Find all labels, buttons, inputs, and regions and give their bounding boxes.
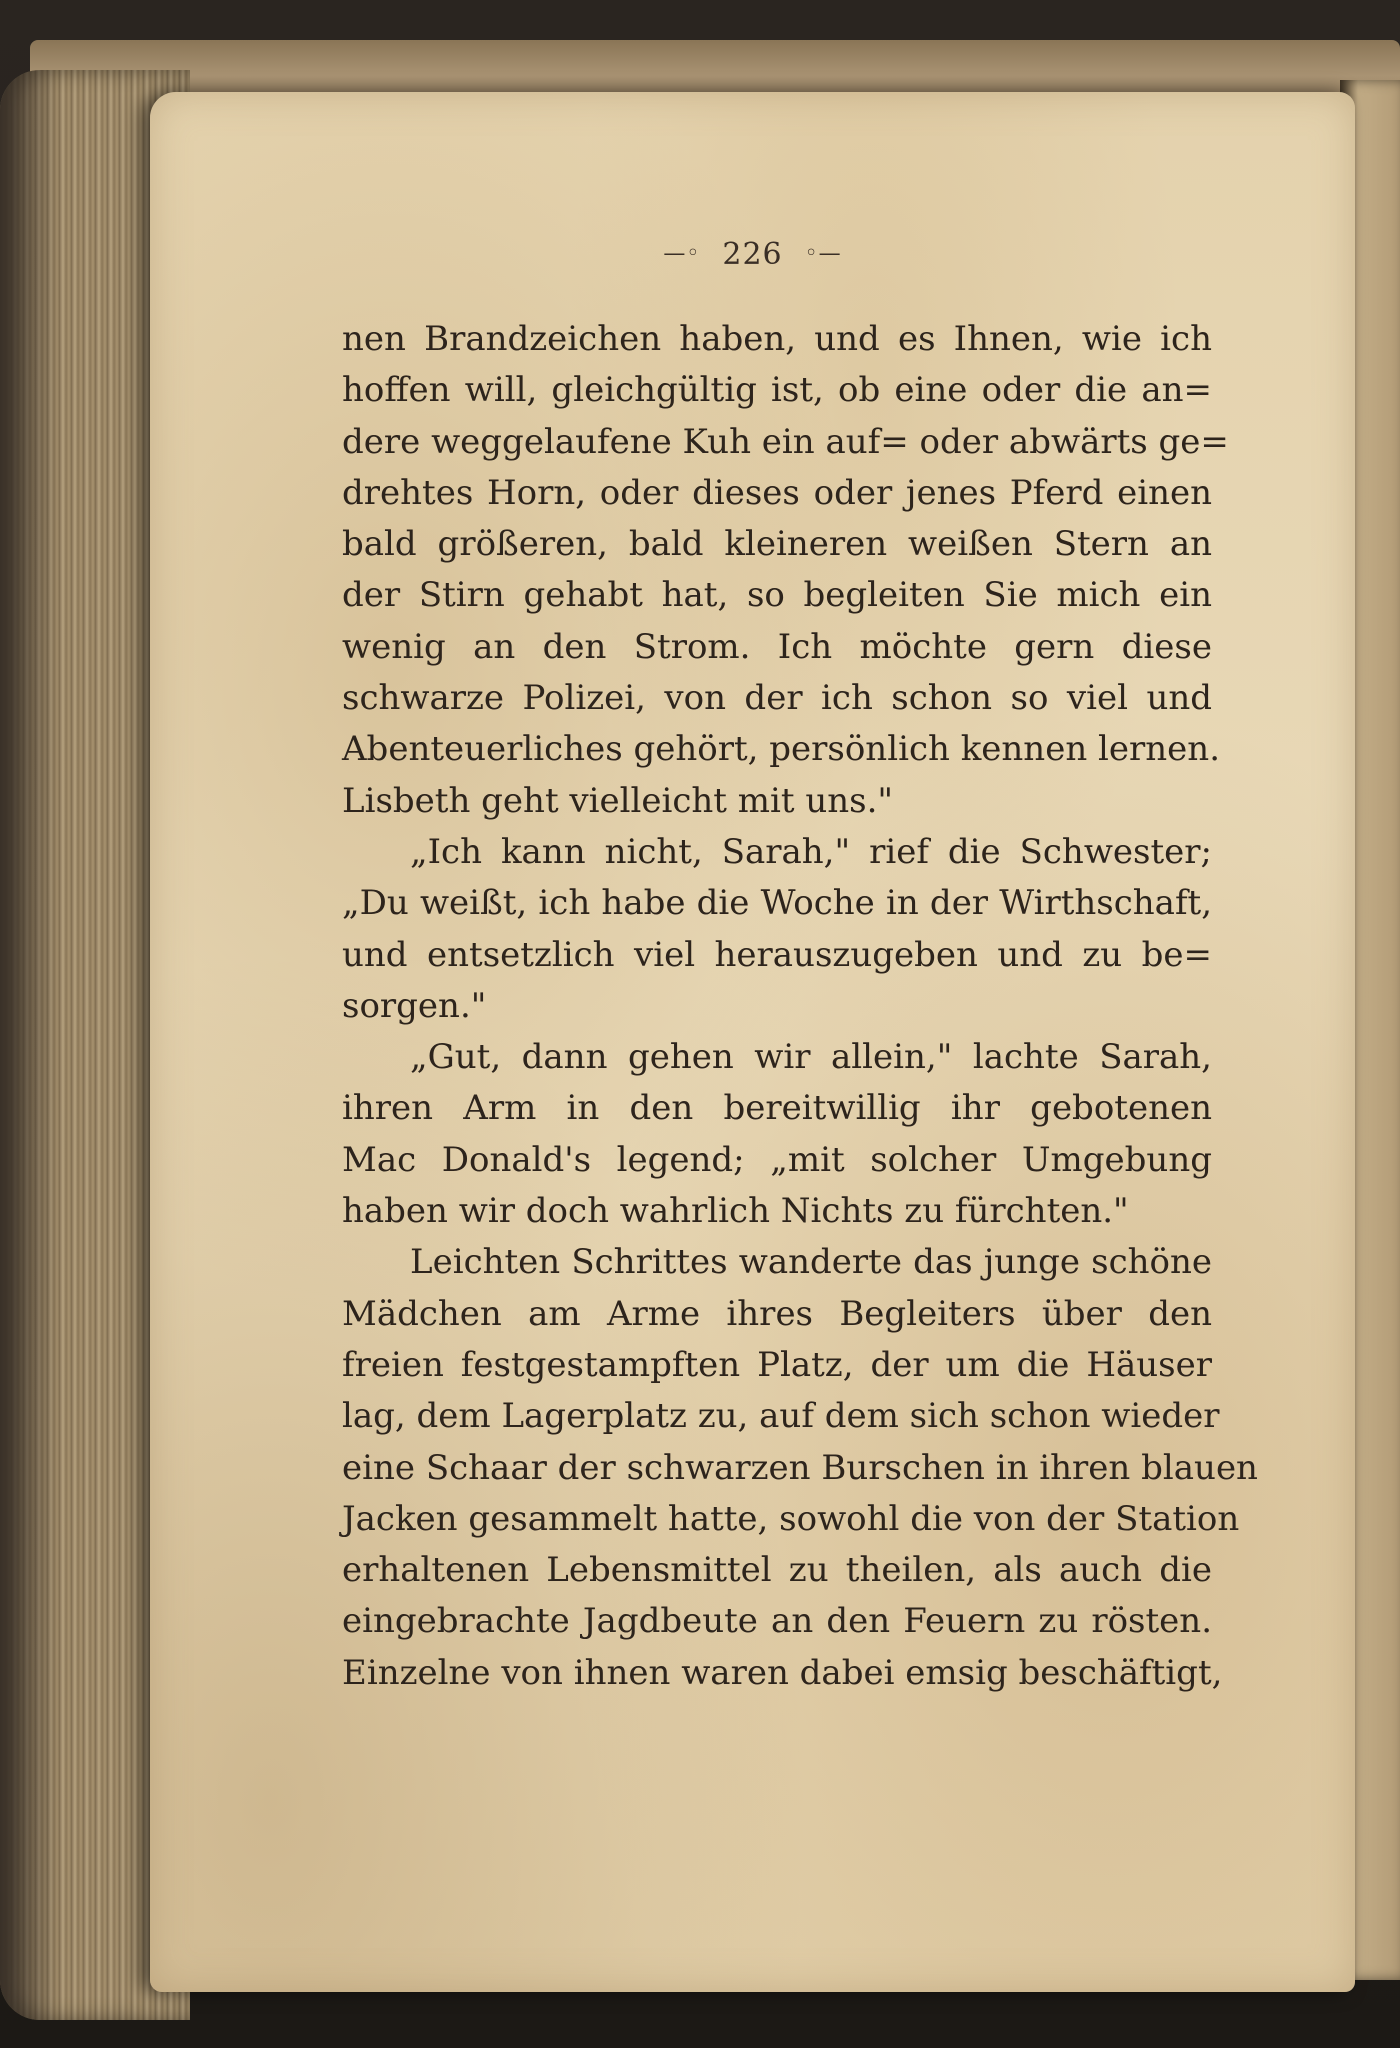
folio-ornament-left: —◦	[663, 241, 701, 266]
text-line: eingebrachte Jagdbeute an den Feuern zu rösten.	[342, 1601, 1212, 1642]
text-line: freien festgestampften Platz, der um die Häuser	[342, 1344, 1212, 1385]
text-line: „Ich kann nicht, Sarah," rief die Schwester;	[410, 831, 1212, 872]
text-line: Jacken gesammelt hatte, sowohl die von der Station	[342, 1498, 1240, 1539]
text-line: eine Schaar der schwarzen Burschen in ihren blauen	[342, 1447, 1258, 1488]
text-line: Abenteuerliches gehört, persönlich kennen lernen.	[342, 729, 1221, 770]
text-line: schwarze Polizei, von der ich schon so viel und	[342, 678, 1212, 719]
top-page-edge	[30, 40, 1400, 100]
text-line: Lisbeth geht vielleicht mit uns."	[342, 780, 894, 821]
folio-ornament-right: ◦—	[804, 241, 842, 266]
text-line: haben wir doch wahrlich Nichts zu fürchten."	[342, 1191, 1129, 1232]
text-line: Leichten Schrittes wanderte das junge schöne	[410, 1242, 1212, 1283]
text-line: „Gut, dann gehen wir allein," lachte Sarah,	[410, 1037, 1212, 1078]
text-line: erhaltenen Lebensmittel zu theilen, als auch die	[342, 1550, 1212, 1591]
book-page	[150, 92, 1355, 1992]
page-number-text: 226	[722, 237, 783, 272]
text-line: bald größeren, bald kleineren weißen Stern an	[342, 524, 1212, 565]
text-line: nen Brandzeichen haben, und es Ihnen, wie ich	[342, 319, 1212, 359]
text-line: „Du weißt, ich habe die Woche in der Wirthschaft,	[342, 883, 1212, 924]
text-line: Einzelne von ihnen waren dabei emsig beschäftigt,	[342, 1652, 1223, 1693]
text-line: ihren Arm in den bereitwillig ihr gebotenen	[342, 1088, 1212, 1129]
text-line: sorgen."	[342, 985, 487, 1026]
text-line: der Stirn gehabt hat, so begleiten Sie mich ein	[342, 575, 1212, 616]
text-line: Mädchen am Arme ihres Begleiters über den	[342, 1293, 1212, 1334]
page-number	[150, 237, 1355, 272]
text-line: lag, dem Lagerplatz zu, auf dem sich schon wieder	[342, 1396, 1220, 1437]
text-line: drehtes Horn, oder dieses oder jenes Pferd einen	[342, 472, 1212, 513]
body-text	[342, 314, 1258, 1699]
text-line: wenig an den Strom. Ich möchte gern diese	[342, 626, 1212, 667]
text-line: und entsetzlich viel herauszugeben und zu be=	[342, 934, 1212, 975]
text-line: hoffen will, gleichgültig ist, ob eine oder die an=	[342, 370, 1212, 411]
text-line: dere weggelaufene Kuh ein auf= oder abwärts ge=	[342, 421, 1229, 462]
text-line: Mac Donald's legend; „mit solcher Umgebung	[342, 1139, 1212, 1180]
